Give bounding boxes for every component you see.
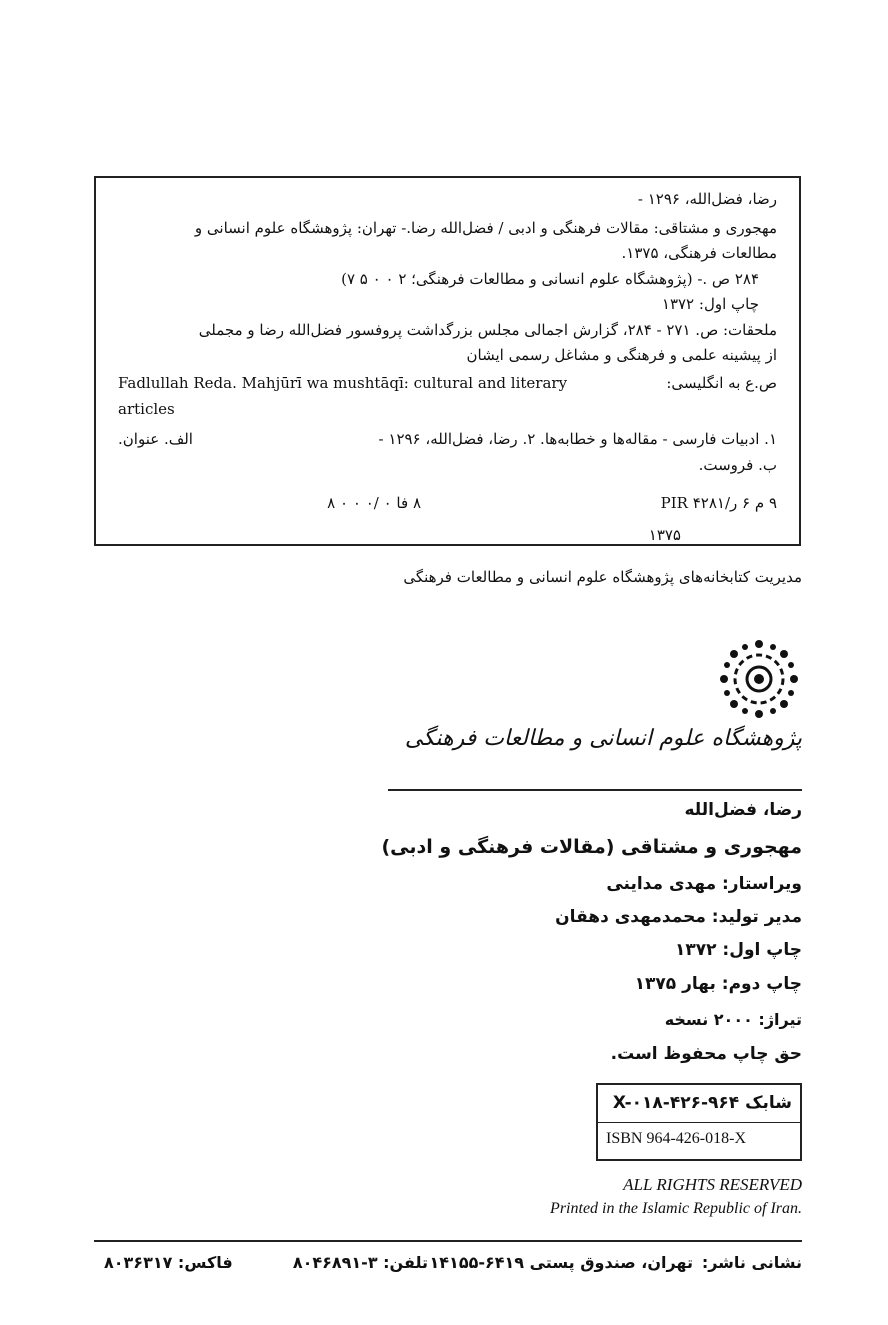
cip-series: ب. فروست. — [698, 456, 777, 474]
cip-english-title: Fadlullah Reda. Mahjūrī wa mushtāqī: cultural and literary — [118, 374, 568, 392]
cip-appendix: ملحقات: ص. ۲۷۱ - ۲۸۴، گزارش اجمالی مجلس بزرگداشت پروفسور فضل‌الله رضا و مجملی — [198, 321, 777, 339]
colophon-title: مهجوری و مشتاقی (مقالات فرهنگی و ادبی) — [381, 836, 802, 858]
colophon-author: رضا، فضل‌الله — [684, 800, 802, 820]
all-rights-reserved: ALL RIGHTS RESERVED — [623, 1175, 802, 1194]
cip-title: مهجوری و مشتاقی: مقالات فرهنگی و ادبی / فضل‌الله رضا.- تهران: پژوهشگاه علوم انسانی و — [194, 219, 777, 237]
cip-english-title-cont: articles — [118, 400, 175, 418]
cip-author: رضا، فضل‌الله، ۱۲۹۶ - — [637, 190, 777, 208]
institute-emblem-icon — [718, 638, 800, 720]
isbn-divider — [598, 1122, 800, 1123]
cip-credit: مدیریت کتابخانه‌های پژوهشگاه علوم انسانی و مطالعات فرهنگی — [403, 568, 802, 586]
institute-logo-text: پژوهشگاه علوم انسانی و مطالعات فرهنگی — [404, 726, 802, 751]
publisher-fax: فاکس: ۸۰۳۶۳۱۷ — [104, 1253, 233, 1272]
cip-pages: ۲۸۴ ص .- (پژوهشگاه علوم انسانی و مطالعات فرهنگی؛ ۲ ۰ ۰ ۵ ۷) — [341, 270, 759, 288]
footer-divider — [94, 1240, 802, 1242]
printed-in: Printed in the Islamic Republic of Iran. — [550, 1200, 802, 1217]
isbn-persian: شابک X-۰۱۸-۴۲۶-۹۶۴ — [612, 1093, 792, 1113]
colophon-production: مدیر تولید: محمدمهدی دهقان — [555, 907, 802, 927]
cip-subjects: ۱. ادبیات فارسی - مقاله‌ها و خطابه‌ها. ۲. رضا، فضل‌الله، ۱۲۹۶ - — [378, 430, 777, 448]
colophon-second-print: چاپ دوم: بهار ۱۳۷۵ — [634, 974, 802, 994]
colophon-circulation: تیراژ: ۲۰۰۰ نسخه — [664, 1010, 802, 1029]
divider — [388, 789, 802, 791]
cip-dewey: ۸ فا ۰ /۰ ۰ ۰ ۸ — [327, 494, 421, 512]
publisher-address-label: نشانی ناشر: — [701, 1253, 802, 1272]
publisher-phone: تلفن: ۳-۸۰۴۶۸۹۱ — [292, 1253, 428, 1272]
isbn-box — [596, 1083, 802, 1161]
cip-title-cont: مطالعات فرهنگی، ۱۳۷۵. — [621, 244, 777, 262]
isbn-english: ISBN 964-426-018-X — [606, 1130, 746, 1147]
colophon-editor: ویراستار: مهدی مداینی — [606, 874, 802, 894]
publisher-address: تهران، صندوق پستی ۶۴۱۹-۱۴۱۵۵ — [429, 1253, 693, 1272]
cip-appendix-cont: از پیشینه علمی و فرهنگی و مشاغل رسمی ایشان — [466, 346, 777, 364]
cip-class-year: ۱۳۷۵ — [648, 526, 681, 544]
cip-classification: ۹ م ۶ ر/۴۲۸۱ PIR — [660, 494, 777, 512]
cip-english-label: ص.ع به انگلیسی: — [666, 374, 777, 392]
cip-first-print: چاپ اول: ۱۳۷۲ — [661, 295, 759, 313]
colophon-first-print: چاپ اول: ۱۳۷۲ — [674, 940, 802, 960]
cip-title-entry: الف. عنوان. — [118, 430, 193, 448]
catalog-card — [94, 176, 801, 546]
colophon-rights: حق چاپ محفوظ است. — [610, 1044, 802, 1064]
